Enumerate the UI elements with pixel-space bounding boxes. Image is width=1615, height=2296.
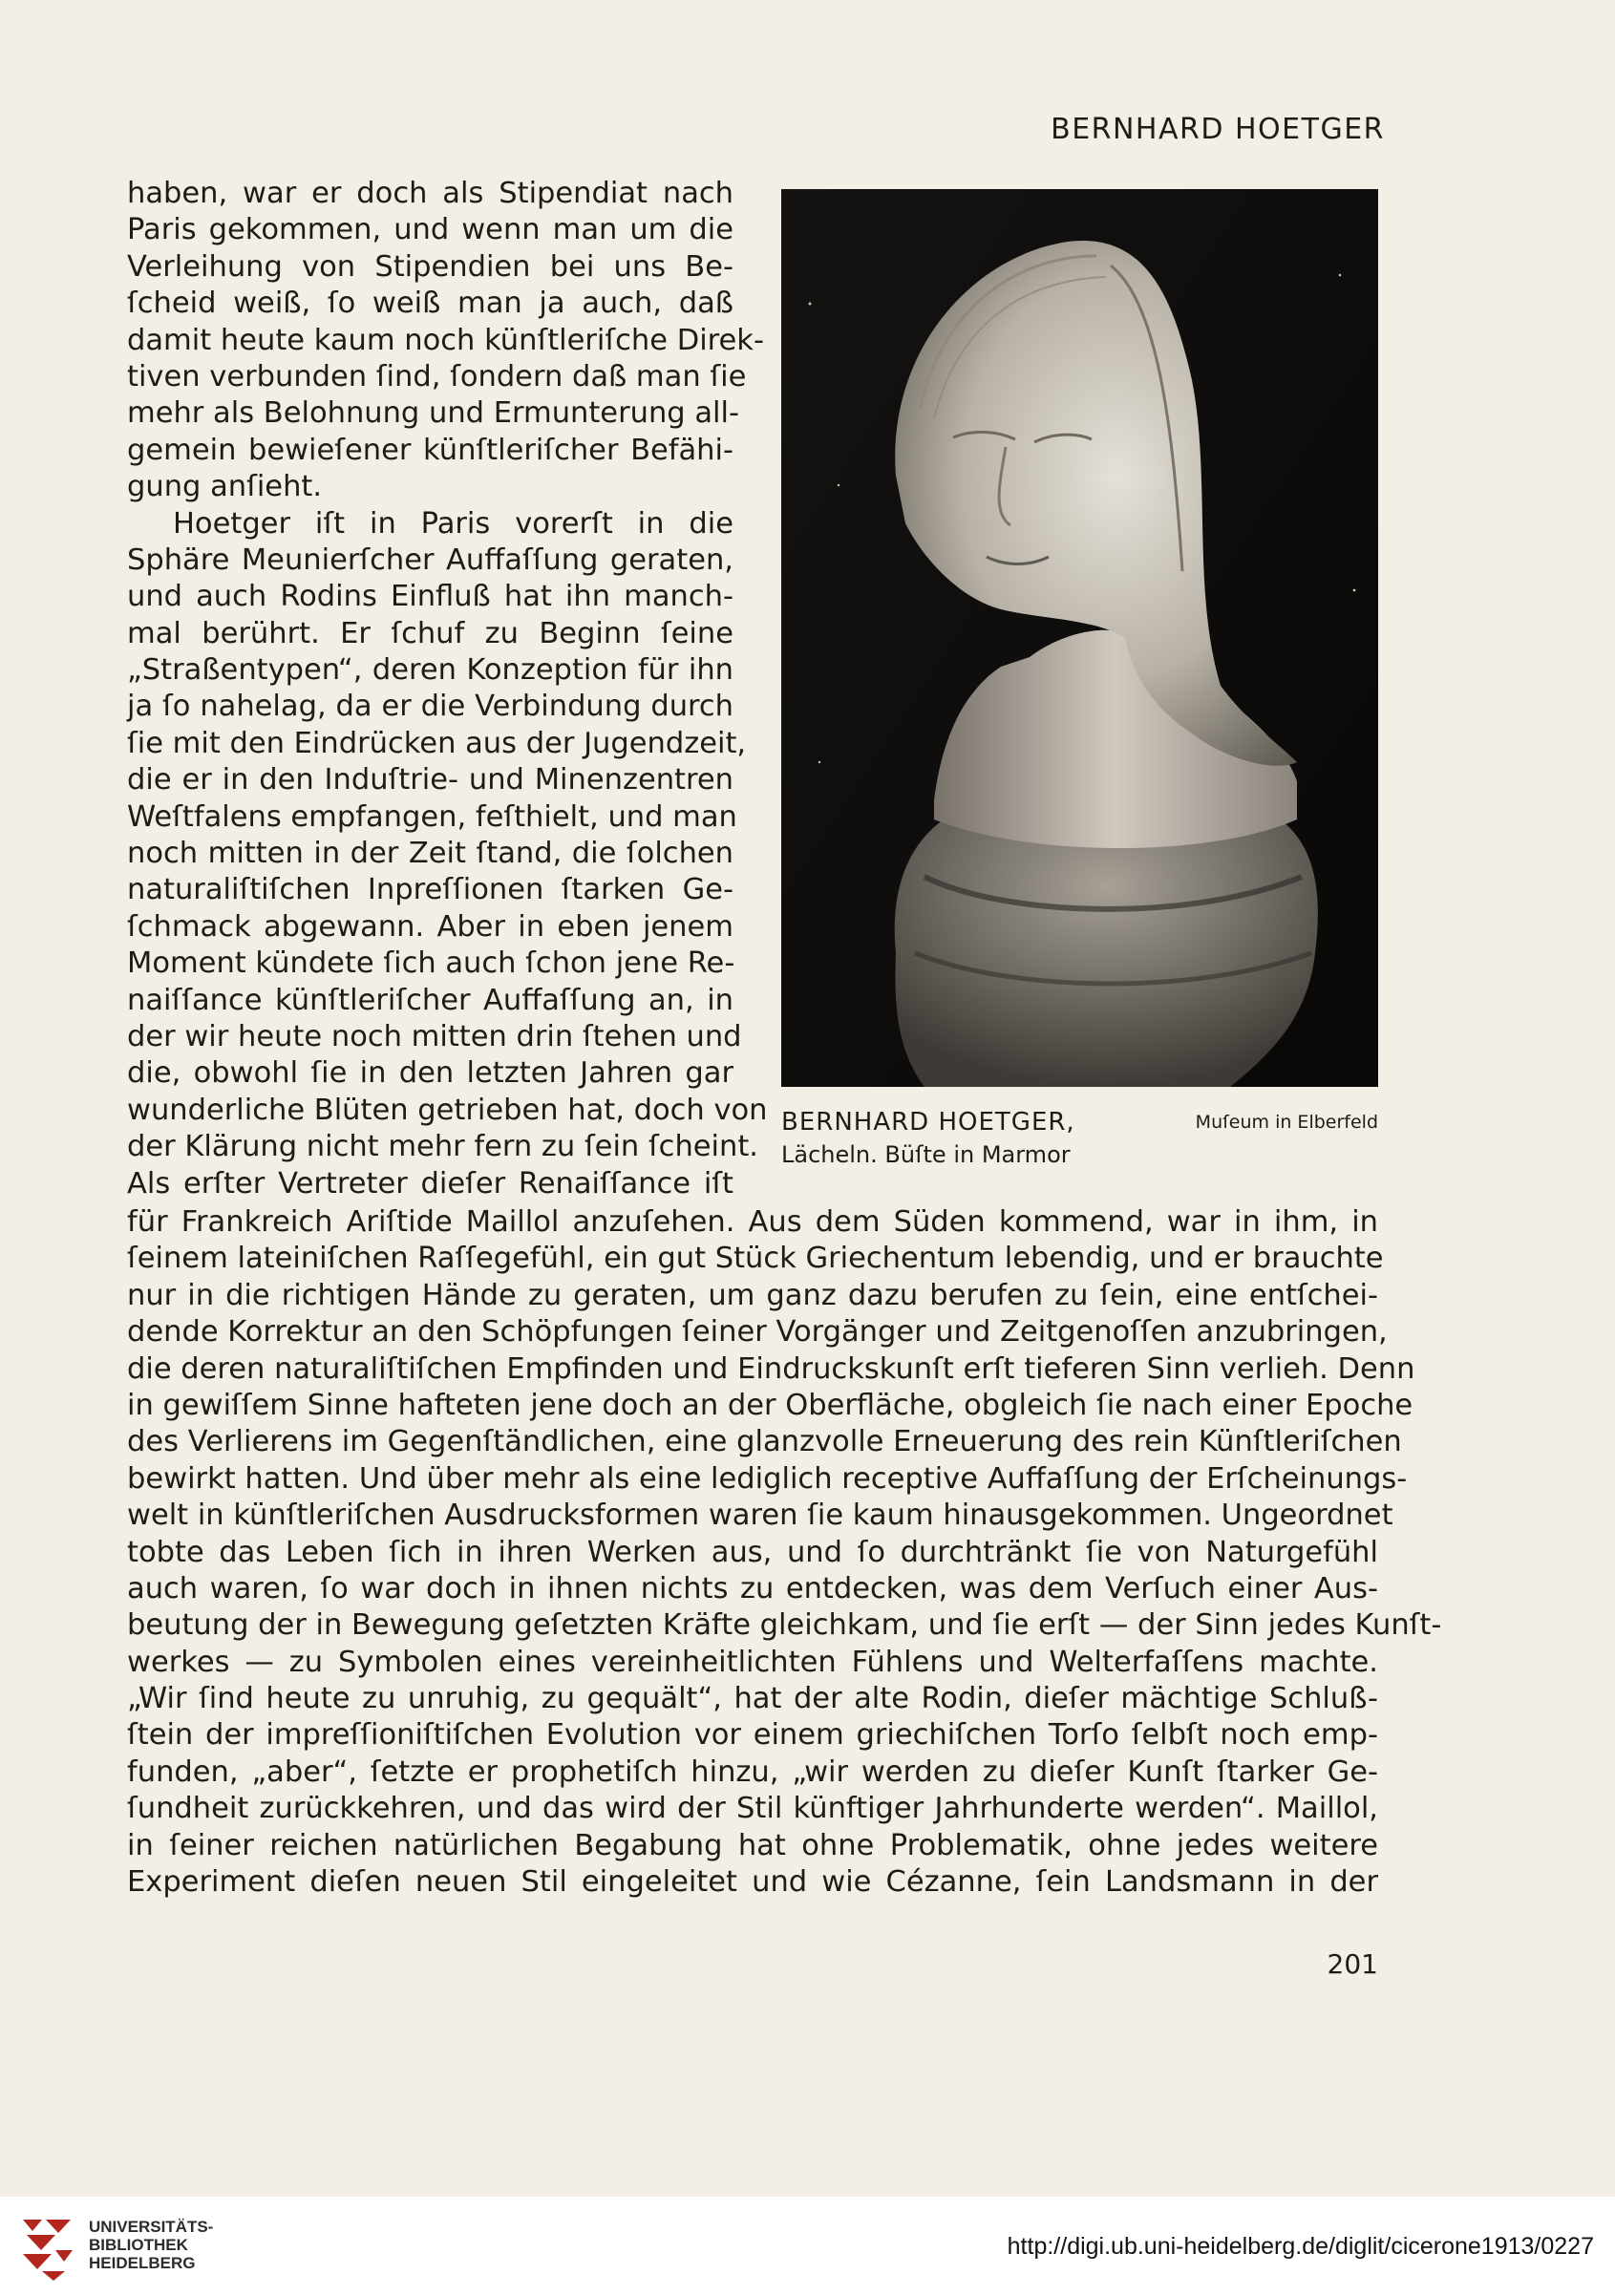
text-line: die deren naturaliſtiſchen Empfinden und Eindruckskunſt erſt tieferen Sinn verlieh. Denn xyxy=(127,1351,1415,1386)
caption-artist: BERNHARD HOETGER, xyxy=(781,1108,1075,1137)
caption-location: Muſeum in Elberfeld xyxy=(1195,1112,1378,1133)
text-line: Als erſter Vertreter dieſer Renaiſſance iſt xyxy=(127,1166,733,1201)
text-line: ja ſo nahelag, da er die Verbindung durch xyxy=(127,690,733,724)
text-line: gung anſieht. xyxy=(127,470,323,504)
full-width-text xyxy=(127,1204,1442,1901)
text-line: in gewiſſem Sinne hafteten jene doch an der Oberfläche, obgleich ſie nach einer Epoche xyxy=(127,1388,1413,1422)
text-line: naturaliſtiſchen Inpreſſionen ſtarken Ge- xyxy=(127,873,733,907)
text-line: mal berührt. Er ſchuf zu Beginn ſeine xyxy=(127,616,733,650)
text-line: tobte das Leben ſich in ihren Werken aus, und ſo durchtränkt ſie von Naturgefühl xyxy=(127,1535,1378,1569)
text-line: welt in künſtleriſchen Ausdrucksformen waren ſie kaum hinausgekommen. Ungeordnet xyxy=(127,1499,1393,1533)
text-line: für Frankreich Ariſtide Maillol anzuſehen. Aus dem Süden kommend, war in ihm, in xyxy=(127,1205,1378,1239)
library-line-2: BIBLIOTHEK xyxy=(89,2236,188,2254)
text-line: werkes — zu Symbolen eines vereinheitlichten Fühlens und Welterfaſſens machte. xyxy=(127,1645,1378,1679)
permalink-url[interactable]: http://digi.ub.uni-heidelberg.de/diglit/cicerone1913/0227 xyxy=(1007,2233,1594,2260)
text-line: der wir heute noch mitten drin ſtehen und xyxy=(127,1019,742,1053)
university-library-logo-icon[interactable] xyxy=(17,2212,76,2281)
text-line: ſeinem lateiniſchen Raſſegefühl, ein gut Stück Griechentum lebendig, und er brauchte xyxy=(127,1242,1384,1276)
text-line: Experiment dieſen neuen Stil eingeleitet und wie Cézanne, ſein Landsmann in der xyxy=(127,1865,1378,1900)
text-line: Hoetger iſt in Paris vorerſt in die xyxy=(173,506,733,541)
text-line: und auch Rodins Einfluß hat ihn manch- xyxy=(127,580,733,614)
text-line: „Straßentypen“, deren Konzeption für ihn xyxy=(127,653,733,688)
text-line: Paris gekommen, und wenn man um die xyxy=(127,213,733,247)
text-line: auch waren, ſo war doch in ihnen nichts zu entdecken, was dem Verſuch einer Aus- xyxy=(127,1571,1378,1605)
library-footer xyxy=(0,2197,1615,2296)
text-line: die er in den Induſtrie- und Minenzentren xyxy=(127,763,733,797)
caption-title: Lächeln. Büſte in Marmor xyxy=(781,1141,1071,1168)
text-line: Weſtfalens empfangen, feſthielt, und man xyxy=(127,799,737,834)
text-line: ſcheid weiß, ſo weiß man ja auch, daß xyxy=(127,287,733,321)
text-line: in ſeiner reichen natürlichen Begabung hat ohne Problematik, ohne jedes weitere xyxy=(127,1828,1378,1862)
text-line: ſchmack abgewann. Aber in eben jenem xyxy=(127,909,733,944)
text-line: Verleihung von Stipendien bei uns Be- xyxy=(127,249,733,284)
text-line: Sphäre Meunierſcher Auffaſſung geraten, xyxy=(127,542,733,577)
text-line: mehr als Belohnung und Ermunterung all- xyxy=(127,396,739,431)
text-line: damit heute kaum noch künſtleriſche Direk- xyxy=(127,323,764,357)
text-line: haben, war er doch als Stipendiat nach xyxy=(127,177,733,210)
page-number: 201 xyxy=(1327,1948,1378,1980)
text-line: bewirkt hatten. Und über mehr als eine lediglich receptive Auffaſſung der Erſcheinungs- xyxy=(127,1461,1408,1496)
running-title: BERNHARD HOETGER xyxy=(1051,113,1385,146)
text-line: noch mitten in der Zeit ſtand, die ſolchen xyxy=(127,837,733,871)
sculpture-photograph xyxy=(781,189,1378,1087)
text-line: ſundheit zurückkehren, und das wird der Stil künftiger Jahrhunderte werden“. Maillol, xyxy=(127,1792,1378,1826)
text-line: gemein bewieſener künſtleriſcher Befähi- xyxy=(127,433,733,467)
text-line: ſie mit den Eindrücken aus der Jugendzeit, xyxy=(127,726,747,760)
text-line: tiven verbunden ſind, ſondern daß man ſie xyxy=(127,359,747,393)
library-name xyxy=(89,2218,213,2272)
text-line: beutung der in Bewegung geſetzten Kräfte gleichkam, und ſie erſt — der Sinn jedes Kunſt- xyxy=(127,1608,1442,1643)
text-line: Moment kündete ſich auch ſchon jene Re- xyxy=(127,946,735,981)
text-line: dende Korrektur an den Schöpfungen ſeiner Vorgänger und Zeitgenoſſen anzubringen, xyxy=(127,1315,1388,1350)
text-line: die, obwohl ſie in den letzten Jahren gar xyxy=(127,1056,733,1091)
text-line: der Klärung nicht mehr fern zu ſein ſcheint. xyxy=(127,1130,759,1164)
library-line-1: UNIVERSITÄTS- xyxy=(89,2218,214,2236)
text-line: nur in die richtigen Hände zu geraten, um ganz dazu berufen zu ſein, eine entſchei- xyxy=(127,1278,1378,1312)
text-line: „Wir ſind heute zu unruhig, zu gequält“, hat der alte Rodin, dieſer mächtige Schluß- xyxy=(127,1682,1378,1716)
text-line: des Verlierens im Gegenſtändlichen, eine glanzvolle Erneuerung des rein Künſtleriſchen xyxy=(127,1425,1402,1459)
text-line: naiſſance künſtleriſcher Auffaſſung an, in xyxy=(127,983,733,1017)
text-line: ſtein der impreſſioniſtiſchen Evolution vor einem griechiſchen Torſo ſelbſt noch emp- xyxy=(127,1718,1378,1753)
left-text-column xyxy=(127,176,768,1202)
text-line: funden, „aber“, ſetzte er prophetiſch hinzu, „wir werden zu dieſer Kunſt ſtarker Ge- xyxy=(127,1754,1378,1789)
text-line: wunderliche Blüten getrieben hat, doch von xyxy=(127,1093,768,1127)
library-line-3: HEIDELBERG xyxy=(89,2254,196,2272)
figure-caption xyxy=(781,1106,1075,1171)
